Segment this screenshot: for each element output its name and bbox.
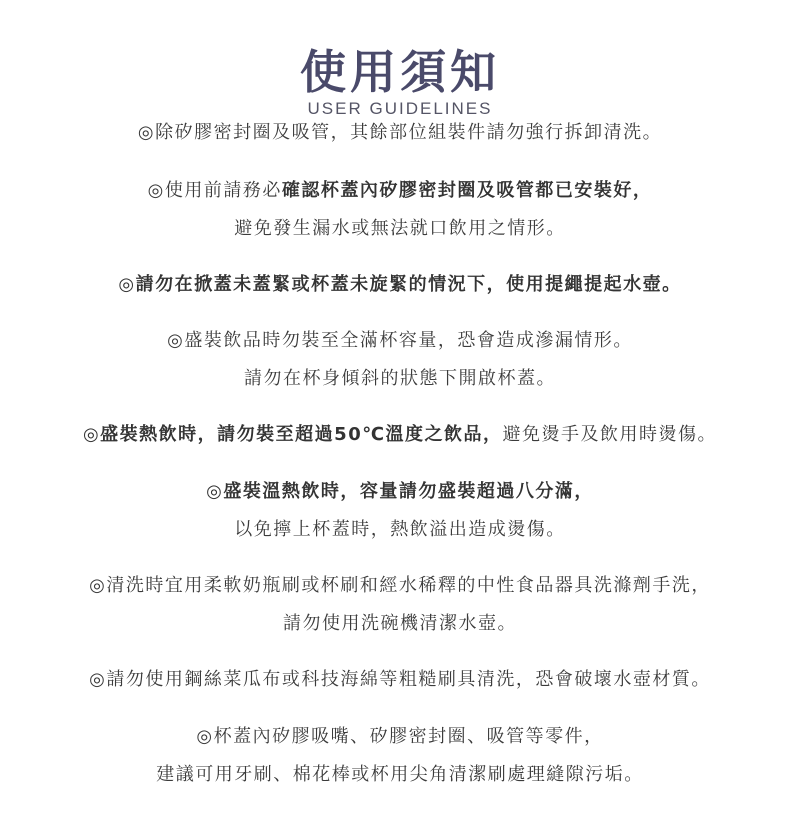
note-parts: ◎杯蓋內矽膠吸嘴、矽膠密封圈、吸管等零件，: [196, 726, 604, 747]
note-fill-level: ◎盛裝飲品時勿裝至全滿杯容量，恐會造成滲漏情形。: [167, 330, 633, 351]
page-title: 使用須知: [300, 45, 500, 99]
note-check-seal: ◎使用前請務必確認杯蓋內矽膠密封圈及吸管都已安裝好，: [147, 180, 653, 201]
note-warm-drink-cont: 以免擰上杯蓋時，熱飲溢出造成燙傷。: [234, 519, 566, 540]
note-tilt: 請勿在杯身傾斜的狀態下開啟杯蓋。: [244, 368, 556, 389]
page-subtitle: USER GUIDELINES: [307, 99, 493, 118]
note-parts-cont: 建議可用牙刷、棉花棒或杯用尖角清潔刷處理縫隙污垢。: [156, 764, 644, 785]
note-check-seal-cont: 避免發生漏水或無法就口飲用之情形。: [234, 218, 566, 239]
note-disassembly: ◎除矽膠密封圈及吸管，其餘部位組裝件請勿強行拆卸清洗。: [137, 122, 663, 143]
note-no-abrasive: ◎請勿使用鋼絲菜瓜布或科技海綿等粗糙刷具清洗，恐會破壞水壺材質。: [89, 669, 711, 690]
note-no-dishwasher: 請勿使用洗碗機清潔水壺。: [283, 613, 517, 634]
note-warm-drink: ◎盛裝溫熱飲時，容量請勿盛裝超過八分滿，: [206, 481, 594, 502]
note-strap: ◎請勿在掀蓋未蓋緊或杯蓋未旋緊的情況下，使用提繩提起水壺。: [118, 274, 682, 295]
note-cleaning: ◎清洗時宜用柔軟奶瓶刷或杯刷和經水稀釋的中性食品器具洗滌劑手洗，: [89, 575, 711, 596]
note-hot-drink: ◎盛裝熱飲時，請勿裝至超過50℃溫度之飲品，避免燙手及飲用時燙傷。: [82, 424, 718, 445]
